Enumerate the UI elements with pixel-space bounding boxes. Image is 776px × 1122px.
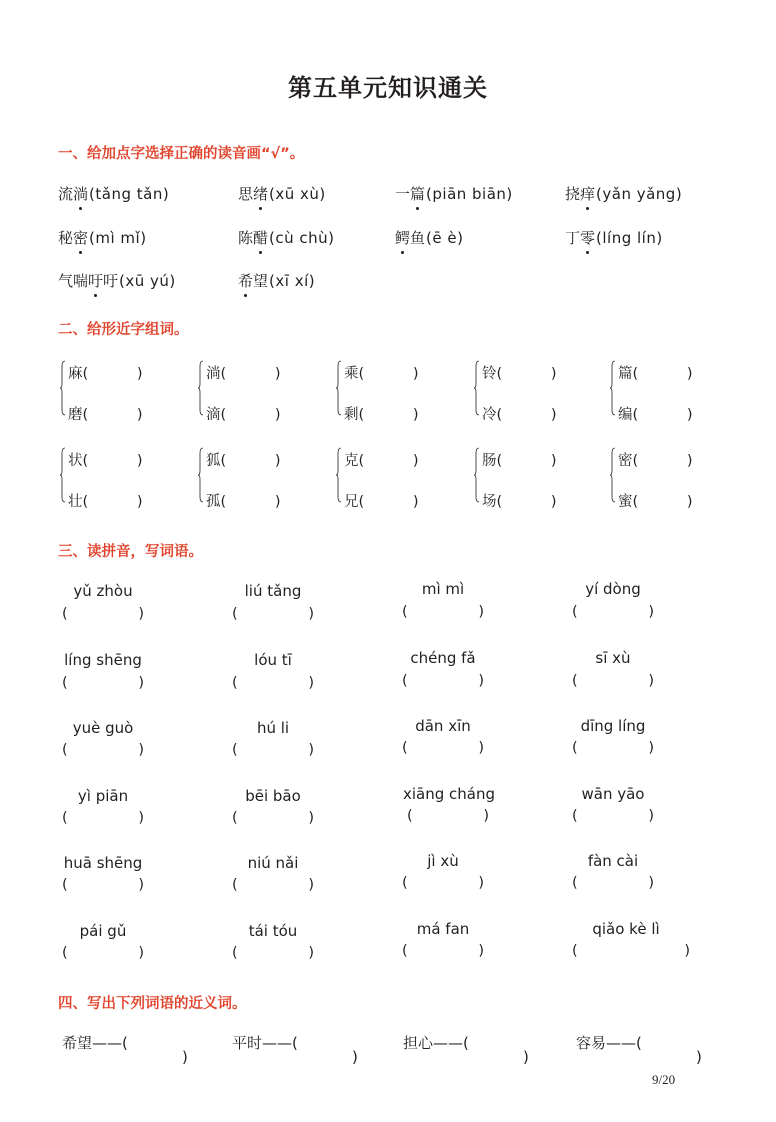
answer-blank[interactable]: ( ) xyxy=(407,808,489,824)
char-pair: 肠( ) 场( ) xyxy=(474,447,574,503)
page-title: 第五单元知识通关 xyxy=(288,73,488,102)
char-pair: 麻( ) 磨( ) xyxy=(60,360,160,416)
pinyin-label: jì xù xyxy=(427,852,459,870)
section-heading-1: 一、给加点字选择正确的读音画“√”。 xyxy=(58,146,305,162)
pinyin-label: huā shēng xyxy=(63,854,143,872)
pinyin-label: dīng líng xyxy=(580,717,646,735)
answer-blank[interactable]: ( ) xyxy=(572,808,654,824)
pinyin-label: líng shēng xyxy=(64,651,142,669)
answer-blank[interactable]: ( ) xyxy=(62,877,144,893)
reading-item: 希望(xī xí) xyxy=(238,272,316,290)
brace-icon xyxy=(610,360,616,416)
pinyin-label: lóu tī xyxy=(254,651,292,669)
answer-blank[interactable]: ( ) xyxy=(572,673,654,689)
reading-item: 一篇(piān biān) xyxy=(395,185,513,203)
reading-item: 气喘吁吁(xū yú) xyxy=(58,272,176,290)
pinyin-label: yí dòng xyxy=(585,580,641,598)
char-pair: 状( ) 壮( ) xyxy=(60,447,160,503)
char: 密 xyxy=(618,453,633,469)
answer-blank[interactable]: ( ) xyxy=(232,877,314,893)
answer-blank[interactable]: ( ) xyxy=(62,606,144,622)
char-pair: 狐( ) 孤( ) xyxy=(198,447,298,503)
answer-blank[interactable]: ( ) xyxy=(402,604,484,620)
answer-blank[interactable]: ( ) xyxy=(232,606,314,622)
char: 克 xyxy=(344,453,359,469)
section-heading-4: 四、写出下列词语的近义词。 xyxy=(58,996,247,1012)
brace-icon xyxy=(610,447,616,503)
brace-icon xyxy=(198,447,204,503)
reading-item: 鳄鱼(ē è) xyxy=(395,229,464,247)
answer-blank[interactable]: ( ) xyxy=(62,810,144,826)
brace-icon xyxy=(60,360,66,416)
brace-icon xyxy=(60,447,66,503)
char: 剩 xyxy=(344,407,359,423)
answer-blank[interactable]: ( ) xyxy=(572,943,690,959)
char: 淌 xyxy=(206,366,221,382)
reading-item: 思绪(xū xù) xyxy=(238,185,326,203)
char: 铃 xyxy=(482,366,497,382)
char: 壮 xyxy=(68,494,83,510)
brace-icon xyxy=(474,360,480,416)
char: 兄 xyxy=(344,494,359,510)
pinyin-label: sī xù xyxy=(595,649,631,667)
reading-item: 陈醋(cù chù) xyxy=(238,229,335,247)
char-pair: 铃( ) 冷( ) xyxy=(474,360,574,416)
answer-blank[interactable]: ( ) xyxy=(572,740,654,756)
char: 麻 xyxy=(68,366,83,382)
char-pair: 密( ) 蜜( ) xyxy=(610,447,710,503)
synonym-item: 担心——( ) xyxy=(403,1034,529,1066)
pinyin-label: hú li xyxy=(256,719,290,737)
char: 蜜 xyxy=(618,494,633,510)
brace-icon xyxy=(198,360,204,416)
reading-item: 丁零(líng lín) xyxy=(565,229,663,247)
pinyin-label: chéng fǎ xyxy=(410,649,476,667)
char-pair: 乘( ) 剩( ) xyxy=(336,360,436,416)
pinyin-label: yì piān xyxy=(77,787,129,805)
pinyin-label: niú nǎi xyxy=(247,854,299,872)
char: 冷 xyxy=(482,407,497,423)
answer-blank[interactable]: ( ) xyxy=(62,945,144,961)
brace-icon xyxy=(474,447,480,503)
pinyin-label: qiǎo kè lì xyxy=(592,920,660,938)
answer-blank[interactable]: ( ) xyxy=(402,740,484,756)
char: 狐 xyxy=(206,453,221,469)
answer-blank[interactable]: ( ) xyxy=(402,943,484,959)
answer-blank[interactable]: ( ) xyxy=(572,875,654,891)
char-pair: 克( ) 兄( ) xyxy=(336,447,436,503)
char: 肠 xyxy=(482,453,497,469)
section-heading-2: 二、给形近字组词。 xyxy=(58,322,189,338)
pinyin-label: yuè guò xyxy=(72,719,134,737)
answer-blank[interactable]: ( ) xyxy=(232,675,314,691)
brace-icon xyxy=(336,360,342,416)
char: 孤 xyxy=(206,494,221,510)
pinyin-label: tái tóu xyxy=(248,922,298,940)
answer-blank[interactable]: ( ) xyxy=(572,604,654,620)
answer-blank[interactable]: ( ) xyxy=(232,742,314,758)
pinyin-label: xiāng cháng xyxy=(402,785,495,803)
pinyin-label: mì mì xyxy=(421,580,465,598)
pinyin-label: liú tǎng xyxy=(244,582,302,600)
char-pair: 淌( ) 滴( ) xyxy=(198,360,298,416)
reading-item: 秘密(mì mǐ) xyxy=(58,229,147,247)
pinyin-label: má fan xyxy=(416,920,470,938)
char: 乘 xyxy=(344,366,359,382)
reading-item: 挠痒(yǎn yǎng) xyxy=(565,185,683,203)
answer-blank[interactable]: ( ) xyxy=(232,945,314,961)
char: 状 xyxy=(68,453,83,469)
char: 场 xyxy=(482,494,497,510)
synonym-item: 希望——( ) xyxy=(62,1034,188,1066)
answer-blank[interactable]: ( ) xyxy=(62,742,144,758)
pinyin-label: dān xīn xyxy=(415,717,471,735)
synonym-item: 容易——( ) xyxy=(576,1034,702,1066)
page-number: 9/20 xyxy=(652,1072,676,1087)
answer-blank[interactable]: ( ) xyxy=(232,810,314,826)
brace-icon xyxy=(336,447,342,503)
pinyin-label: fàn cài xyxy=(587,852,639,870)
char-pair: 篇( ) 编( ) xyxy=(610,360,710,416)
char: 篇 xyxy=(618,366,633,382)
char: 编 xyxy=(618,407,633,423)
pinyin-label: pái gǔ xyxy=(79,922,127,940)
answer-blank[interactable]: ( ) xyxy=(62,675,144,691)
pinyin-label: yǔ zhòu xyxy=(73,582,133,600)
answer-blank[interactable]: ( ) xyxy=(402,673,484,689)
section-heading-3: 三、读拼音，写词语。 xyxy=(58,544,203,560)
char: 滴 xyxy=(206,407,221,423)
synonym-item: 平时——( ) xyxy=(232,1034,358,1066)
pinyin-label: wān yāo xyxy=(581,785,645,803)
answer-blank[interactable]: ( ) xyxy=(402,875,484,891)
char: 磨 xyxy=(68,407,83,423)
pinyin-label: bēi bāo xyxy=(245,787,301,805)
reading-item: 流淌(tǎng tǎn) xyxy=(58,185,170,203)
